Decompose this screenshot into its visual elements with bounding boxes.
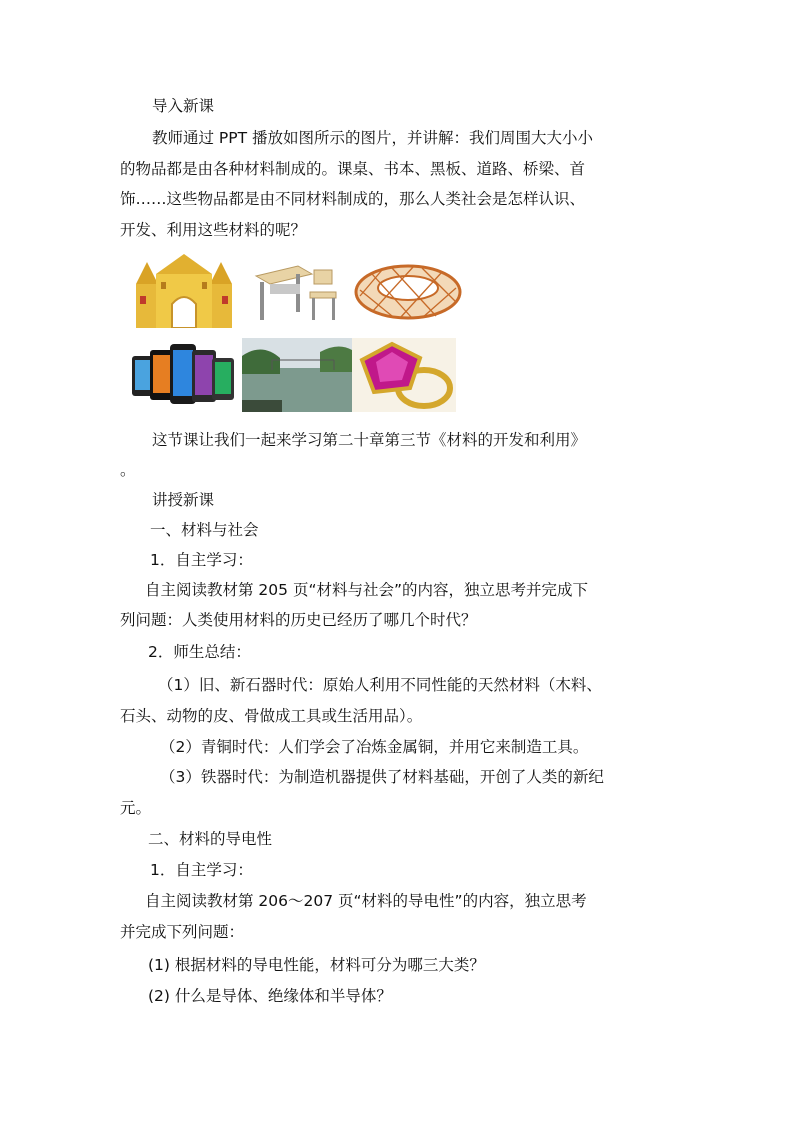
summary-line: 石头、动物的皮、骨做成工具或生活用品）。: [120, 707, 423, 725]
task-line: 自主阅读教材第 206～207 页“材料的导电性”的内容，独立思考: [145, 892, 587, 910]
castle-image: [128, 252, 240, 328]
summary-line: （1）旧、新石器时代：原始人利用不同性能的天然材料（木料、: [158, 676, 602, 694]
step-label: 1．自主学习：: [150, 861, 253, 879]
task-line: 并完成下列问题：: [120, 923, 245, 941]
summary-line: （3）铁器时代：为制造机器提供了材料基础，开创了人类的新纪: [160, 768, 604, 786]
lecture-heading: 讲授新课: [152, 491, 215, 509]
intro-line: 教师通过 PPT 播放如图所示的图片，并讲解：我们周围大大小小: [152, 129, 594, 147]
step-label: 1．自主学习：: [150, 551, 253, 569]
river-bridge-image: [242, 338, 352, 412]
task-line: 列问题：人类使用材料的历史已经历了哪几个时代？: [120, 611, 477, 629]
intro-closing: 。: [120, 461, 136, 479]
birds-nest-stadium-image: [352, 262, 464, 322]
intro-heading: 导入新课: [152, 97, 215, 115]
intro-closing: 这节课让我们一起来学习第二十章第三节《材料的开发和利用》: [152, 431, 587, 449]
school-desk-image: [252, 262, 342, 324]
task-line: 自主阅读教材第 205 页“材料与社会”的内容，独立思考并完成下: [145, 581, 589, 599]
gem-ring-image: [352, 338, 456, 412]
intro-line: 的物品都是由各种材料制成的。课桌、书本、黑板、道路、桥梁、首: [120, 160, 586, 178]
summary-line: （2）青铜时代：人们学会了冶炼金属铜，并用它来制造工具。: [160, 738, 589, 756]
section-title: 二、材料的导电性: [148, 830, 273, 848]
question-line: (2) 什么是导体、绝缘体和半导体？: [148, 987, 392, 1005]
summary-line: 元。: [120, 799, 152, 817]
section-title: 一、材料与社会: [150, 521, 259, 539]
intro-line: 开发、利用这些材料的呢？: [120, 221, 307, 239]
intro-line: 饰……这些物品都是由不同材料制成的，那么人类社会是怎样认识、: [120, 190, 586, 208]
question-line: (1) 根据材料的导电性能，材料可分为哪三大类？: [148, 956, 485, 974]
smartphones-image: [130, 340, 236, 414]
step-label: 2．师生总结：: [148, 643, 251, 661]
